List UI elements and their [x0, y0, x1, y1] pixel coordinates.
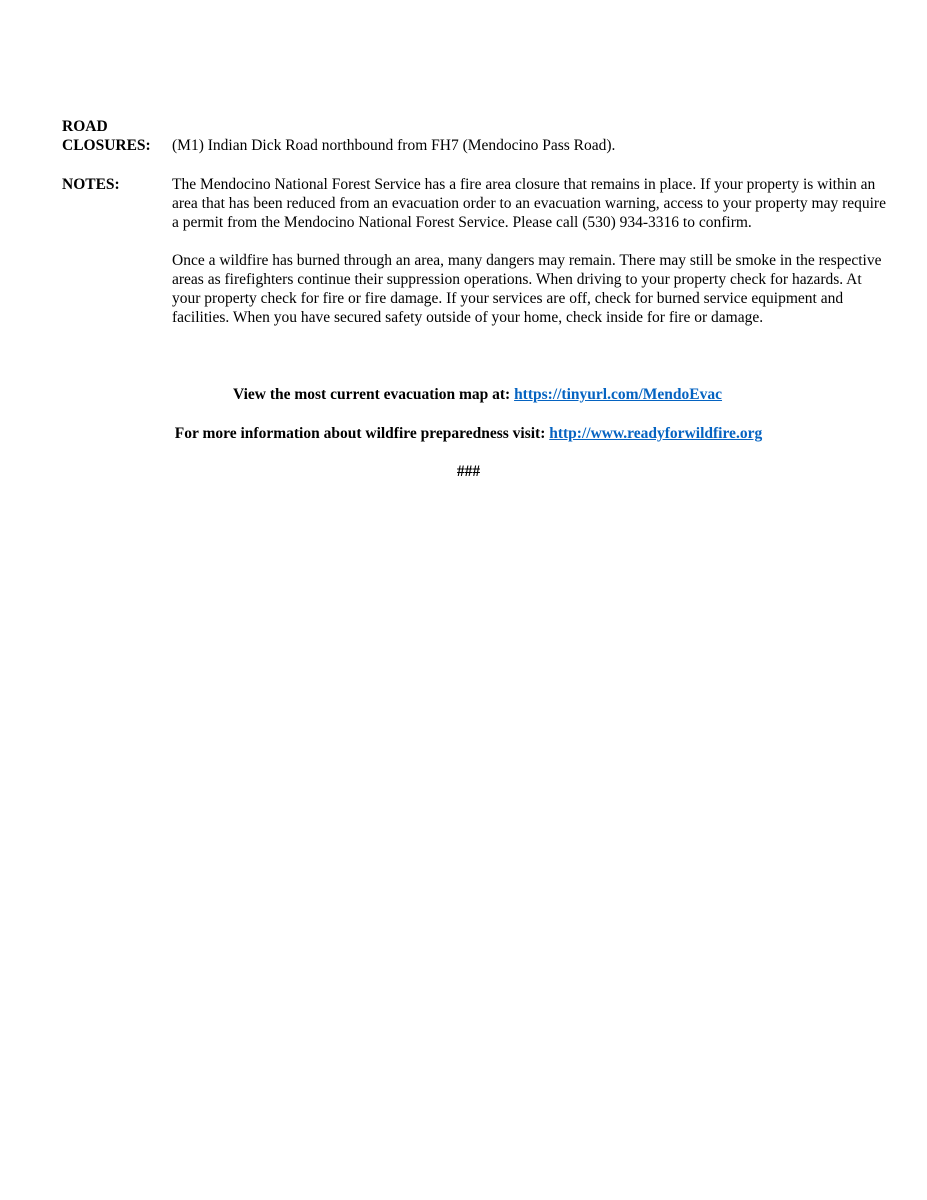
road-closures-label-line1: ROAD: [62, 118, 108, 135]
road-closures-text-block: [172, 136, 887, 155]
notes-text-block: [172, 175, 887, 327]
road-closures-text: (M1) Indian Dick Road northbound from FH7 (Mendocino Pass Road).: [172, 137, 616, 154]
evac-map-prefix: View the most current evacuation map at:: [232, 386, 515, 403]
preparedness-link[interactable]: http://www.readyforwildfire.org: [549, 425, 763, 442]
notes-paragraph-2: Once a wildfire has burned through an area, many dangers may remain. There may still be smoke in the respective areas as firefighters continue their suppression operations. When driving to your property check for hazards. At your property check for fire or fire damage. If your services are off, check for burned service equipment and facilities. When you have secured safety outside of your home, check inside for fire or damage.: [172, 252, 882, 326]
preparedness-line: [0, 424, 927, 443]
evac-map-line: [0, 385, 927, 404]
end-mark: ###: [456, 463, 481, 480]
notes-label: NOTES:: [62, 176, 120, 193]
road-closures-label: [62, 117, 151, 155]
evac-map-link[interactable]: https://tinyurl.com/MendoEvac: [514, 386, 723, 403]
notes-paragraph-1: The Mendocino National Forest Service has a fire area closure that remains in place. If your property is within an area that has been reduced from an evacuation order to an evacuation warning, access to your property may require a permit from the Mendocino National Forest Service. Please call (530) 934-3316 to confirm.: [172, 176, 886, 231]
road-closures-label-line2: CLOSURES:: [62, 137, 151, 154]
preparedness-prefix: For more information about wildfire preparedness visit:: [174, 425, 550, 442]
